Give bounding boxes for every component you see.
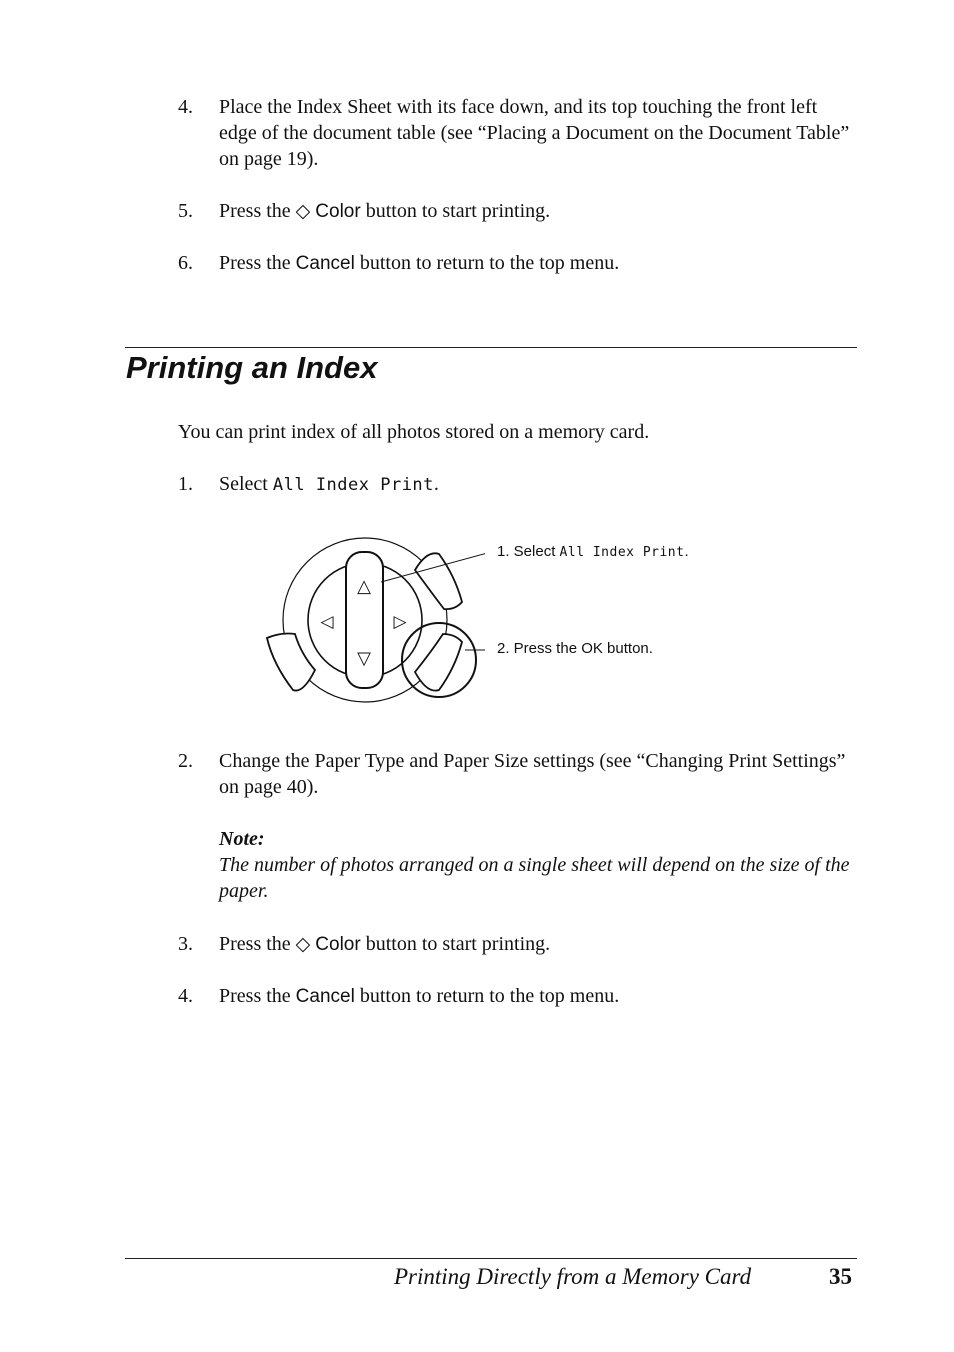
- page-number: 35: [829, 1264, 852, 1289]
- step-5-top: [178, 198, 858, 224]
- ok-button-shape: [415, 634, 462, 691]
- menu-item-code: All Index Print: [272, 475, 434, 495]
- step-text: [219, 983, 858, 1010]
- step-number: 2.: [178, 750, 193, 772]
- step-2: [178, 748, 858, 800]
- callout-select-suffix: .: [684, 543, 689, 560]
- step-number: 6.: [178, 252, 193, 274]
- step-4-top: [178, 94, 858, 174]
- start-diamond-icon: ◇: [295, 934, 311, 955]
- section-intro: You can print index of all photos stored on a memory card.: [178, 421, 650, 443]
- control-panel-diagram: [255, 530, 485, 715]
- step-number: 3.: [178, 933, 193, 955]
- step-text-after: button to return to the top menu.: [354, 985, 620, 1007]
- step-number: 4.: [178, 96, 193, 118]
- step-text-after: .: [433, 473, 439, 495]
- control-panel-illustration: [255, 530, 485, 710]
- step-text: [219, 931, 858, 958]
- step-number: 1.: [178, 473, 193, 495]
- step-text: [219, 471, 858, 498]
- step-text-after: button to return to the top menu.: [354, 252, 620, 274]
- right-arrow-icon: ▷: [393, 612, 407, 632]
- step-text: Place the Index Sheet with its face down, and its top touching the front left edge of the document table (see “Placing a Document on the Document Table” on page 19).: [219, 96, 850, 170]
- step-4: [178, 983, 858, 1009]
- footer-title: Printing Directly from a Memory Card: [394, 1264, 752, 1289]
- step-text: Change the Paper Type and Paper Size settings (see “Changing Print Settings” on page 40).: [219, 750, 846, 798]
- step-text-before: Press the: [219, 252, 296, 274]
- step-text-after: button to start printing.: [360, 933, 551, 955]
- cancel-button-label: Cancel: [295, 986, 355, 1007]
- section-title: Printing an Index: [126, 350, 378, 385]
- callout-ok: 2. Press the OK button.: [497, 640, 653, 657]
- step-number: 5.: [178, 200, 193, 222]
- step-1: [178, 471, 858, 497]
- up-arrow-icon: △: [357, 576, 371, 597]
- color-button-label: Color: [315, 934, 361, 955]
- callout-select-prefix: 1. Select: [497, 543, 560, 560]
- callout-select-code: All Index Print: [559, 545, 685, 560]
- left-button: [267, 634, 315, 691]
- step-3: [178, 931, 858, 957]
- step-text-before: Select: [219, 473, 273, 495]
- footer-rule: [125, 1258, 857, 1259]
- step-text: [219, 198, 858, 225]
- step-text-before: Press the: [219, 933, 296, 955]
- left-arrow-icon: ◁: [320, 612, 334, 632]
- step-text-before: Press the: [219, 985, 296, 1007]
- step-text-after: button to start printing.: [360, 200, 551, 222]
- callout-select: [497, 543, 689, 562]
- step-number: 4.: [178, 985, 193, 1007]
- step-6-top: [178, 250, 858, 276]
- start-diamond-icon: ◇: [295, 201, 311, 222]
- note-label: Note:: [219, 828, 265, 850]
- note-text: The number of photos arranged on a single sheet will depend on the size of the paper.: [219, 854, 850, 902]
- step-text: [219, 250, 858, 277]
- down-arrow-icon: ▽: [357, 648, 371, 669]
- color-button-label: Color: [315, 201, 361, 222]
- cancel-button-label: Cancel: [295, 253, 355, 274]
- step-text-before: Press the: [219, 200, 296, 222]
